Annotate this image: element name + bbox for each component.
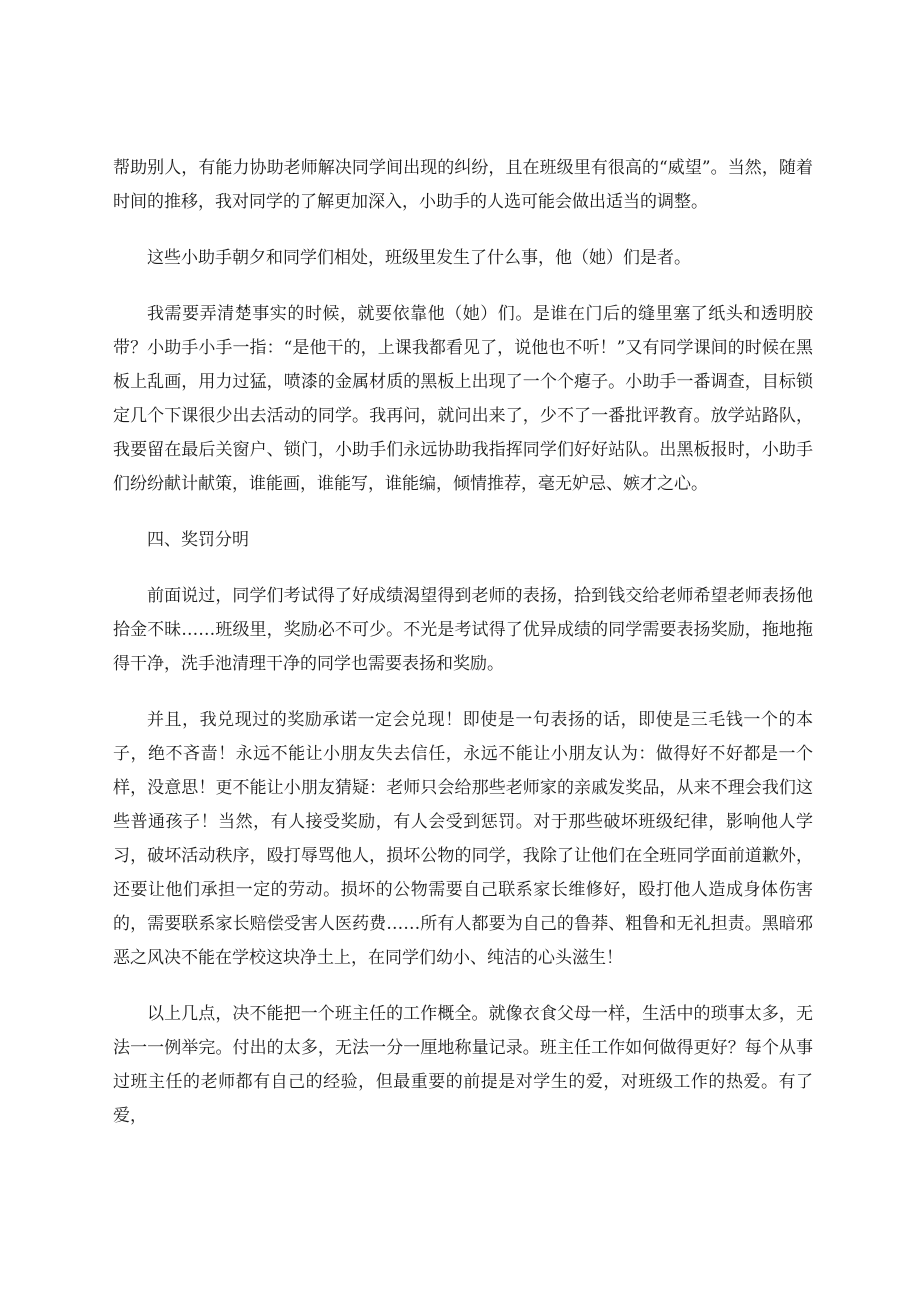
section-heading: 四、奖罚分明 xyxy=(147,530,249,550)
paragraph-1: 帮助别人，有能力协助老师解决同学间出现的纠纷，且在班级里有很高的“威望”。当然，随着时间的推移，我对同学的了解更加深入，小助手的人选可能会做出适当的调整。 xyxy=(113,158,813,212)
paragraph-6: 并且，我兑现过的奖励承诺一定会兑现！即使是一句表扬的话，即使是三毛钱一个的本子，绝不吝啬！永远不能让小朋友失去信任，永远不能让小朋友认为：做得好不好都是一个样，没意思！更不能让小朋友猜疑：老师只会给那些老师家的亲戚发奖品，从来不理会我们这些普通孩子！当然，有人接受奖励，有人会受到惩罚。对于那些破坏班级纪律，影响他人学习，破坏活动秩序，殴打辱骂他人，损坏公物的同学，我除了让他们在全班同学面前道歉外，还要让他们承担一定的劳动。损坏的公物需要自己联系家长维修好，殴打他人造成身体伤害的，需要联系家长赔偿受害人医药费……所有人都要为自己的鲁莽、粗鲁和无礼担责。黑暗邪恶之风决不能在学校这块净土上，在同学们幼小、纯洁的心头滋生！ xyxy=(113,710,813,968)
document-body xyxy=(113,151,813,1133)
paragraph-3: 我需要弄清楚事实的时候，就要依靠他（她）们。是谁在门后的缝里塞了纸头和透明胶带？小助手小手一指：“是他干的，上课我都看见了，说他也不听！”又有同学课间的时候在黑板上乱画，用力过猛，喷漆的金属材质的黑板上出现了一个个瘪子。小助手一番调查，目标锁定几个下课很少出去活动的同学。我再问，就问出来了，少不了一番批评教育。放学站路队，我要留在最后关窗户、锁门，小助手们永远协助我指挥同学们好好站队。出黑板报时，小助手们纷纷献计献策，谁能画，谁能写，谁能编，倾情推荐，毫无妒忌、嫉才之心。 xyxy=(113,304,813,494)
paragraph-7: 以上几点，决不能把一个班主任的工作概全。就像衣食父母一样，生活中的琐事太多，无法一一例举完。付出的太多，无法一分一厘地称量记录。班主任工作如何做得更好？每个从事过班主任的老师都有自己的经验，但最重要的前提是对学生的爱，对班级工作的热爱。有了爱， xyxy=(113,1004,813,1126)
paragraph-2: 这些小助手朝夕和同学们相处，班级里发生了什么事，他（她）们是者。 xyxy=(147,248,691,268)
paragraph-5: 前面说过，同学们考试得了好成绩渴望得到老师的表扬，拾到钱交给老师希望老师表扬他拾金不昧……班级里，奖励必不可少。不光是考试得了优异成绩的同学需要表扬奖励，拖地拖得干净，洗手池清理干净的同学也需要表扬和奖励。 xyxy=(113,586,813,674)
